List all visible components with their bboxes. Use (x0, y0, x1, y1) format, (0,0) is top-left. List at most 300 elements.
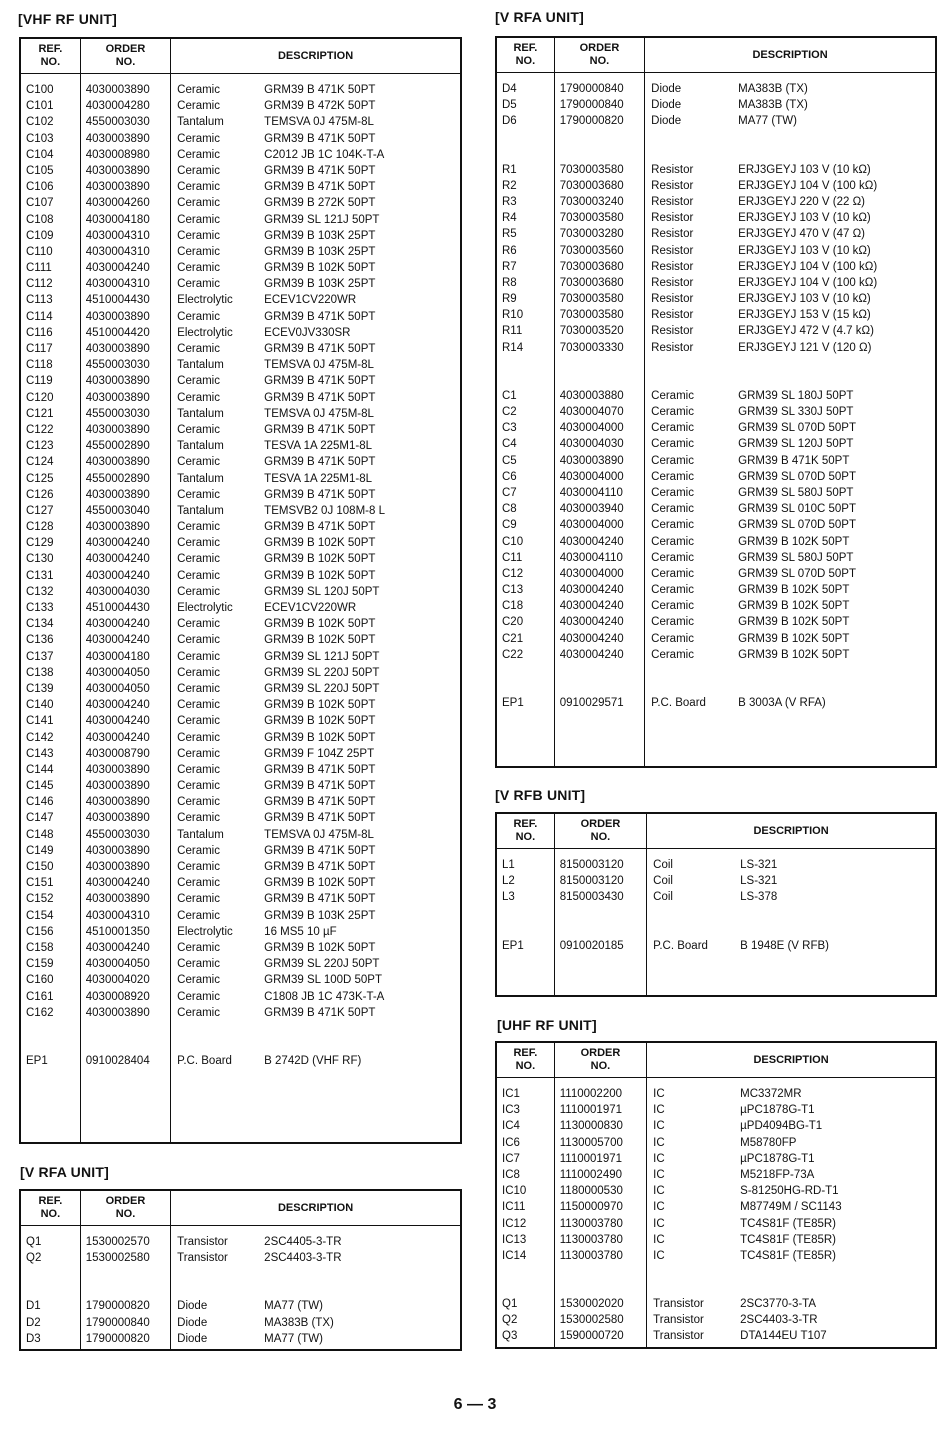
part-spec: ERJ3GEYJ 220 V (22 Ω) (738, 195, 865, 208)
order-no: 4030004240 (554, 534, 644, 550)
order-no: 4550003030 (80, 406, 170, 422)
ref-no: C147 (26, 812, 54, 825)
part-spec: TESVA 1A 225M1-8L (264, 440, 372, 453)
part-type: Tantalum (177, 828, 224, 841)
part-spec: GRM39 B 471K 50PT (264, 181, 376, 194)
part-type: Ceramic (177, 132, 220, 145)
ref-no: C103 (26, 132, 54, 145)
ref-no: C113 (26, 294, 53, 307)
table-row (20, 568, 461, 584)
table-row (20, 438, 461, 454)
table-row (496, 388, 936, 404)
part-type: Ceramic (177, 893, 220, 906)
part-type: Transistor (177, 1252, 228, 1265)
ref-no: C146 (26, 796, 54, 809)
table-row (20, 163, 461, 179)
order-no: 1130005700 (554, 1135, 646, 1151)
part-spec: 2SC4405-3-TR (264, 1236, 342, 1248)
description (647, 1296, 936, 1312)
part-spec: GRM39 SL 121J 50PT (264, 213, 380, 226)
table-row (496, 1086, 936, 1102)
part-type: Ceramic (177, 229, 220, 242)
header-order: ORDER NO. (80, 38, 170, 74)
part-type: IC (653, 1120, 665, 1133)
description (647, 1312, 936, 1328)
part-type: Ceramic (177, 941, 220, 954)
table-row (496, 1248, 936, 1264)
table-row (20, 503, 461, 519)
part-type: Resistor (651, 244, 694, 257)
part-spec: 2SC3770-3-TA (740, 1298, 817, 1311)
order-no: 1530002580 (554, 1312, 646, 1328)
part-spec: GRM39 B 102K 50PT (738, 584, 850, 597)
part-spec: GRM39 B 103K 25PT (264, 245, 376, 258)
part-type: Ceramic (177, 84, 220, 96)
order-no: 4030004070 (554, 404, 644, 420)
description (171, 1005, 461, 1021)
order-no: 4030003890 (80, 859, 170, 875)
part-type: Ceramic (177, 634, 220, 647)
table-row (496, 534, 936, 550)
part-spec: µPC1878G-T1 (740, 1104, 815, 1117)
table-row (496, 210, 936, 226)
part-spec: LS-321 (740, 859, 778, 871)
part-spec: ERJ3GEYJ 104 V (100 kΩ) (738, 260, 878, 273)
part-type: Ceramic (177, 278, 220, 291)
part-type: Ceramic (177, 699, 220, 712)
table-row (20, 454, 461, 470)
part-type: Ceramic (177, 423, 220, 436)
order-no: 7030003680 (554, 178, 644, 194)
part-spec: GRM39 B 471K 50PT (264, 796, 376, 809)
part-type: Ceramic (651, 551, 694, 564)
part-type: Transistor (653, 1314, 704, 1327)
ref-no: C8 (502, 503, 517, 516)
order-no: 4030008980 (80, 147, 170, 163)
section-title-uhf-rf: [UHF RF UNIT] (497, 1017, 597, 1033)
table-row (20, 989, 461, 1005)
part-type: Ceramic (177, 553, 220, 566)
part-type: P.C. Board (651, 697, 706, 709)
table-row (496, 1118, 936, 1134)
ref-no: C150 (26, 861, 54, 873)
description (171, 406, 461, 422)
section-title-v-rfb: [V RFB UNIT] (495, 787, 586, 803)
ref-no: IC4 (502, 1120, 520, 1133)
header-description: DESCRIPTION (647, 1042, 936, 1078)
part-type: Ceramic (651, 422, 694, 435)
ref-no: C6 (502, 470, 517, 483)
part-type: Ceramic (177, 974, 220, 987)
description (171, 260, 461, 276)
table-row (496, 291, 936, 307)
part-spec: GRM39 B 102K 50PT (738, 632, 850, 645)
table-row (496, 1312, 936, 1328)
order-no: 4030003890 (80, 1005, 170, 1021)
part-type: Tantalum (177, 472, 224, 485)
table-row (496, 1328, 936, 1344)
description (171, 373, 461, 389)
ref-no: C137 (26, 650, 54, 663)
table-row (20, 697, 461, 713)
description (647, 1199, 936, 1215)
order-no: 7030003680 (554, 259, 644, 275)
ref-no: R5 (502, 228, 517, 241)
order-no: 4550002890 (80, 471, 170, 487)
table-row (496, 1135, 936, 1151)
part-type: Ceramic (177, 780, 220, 793)
part-spec: GRM39 SL 070D 50PT (738, 422, 856, 435)
description (645, 453, 936, 469)
part-type: Ceramic (177, 456, 220, 469)
description (171, 794, 461, 810)
part-type: Ceramic (651, 632, 694, 645)
header-ref: REF. NO. (20, 38, 80, 74)
part-type: Ceramic (177, 537, 220, 550)
part-spec: GRM39 B 102K 50PT (264, 634, 376, 647)
description (645, 178, 936, 194)
table-row (20, 114, 461, 130)
order-no: 0910020185 (554, 938, 646, 954)
table-row (496, 485, 936, 501)
header-ref: REF. NO. (20, 1190, 80, 1226)
order-no: 4030004240 (80, 260, 170, 276)
part-type: IC (653, 1168, 665, 1181)
table-row (496, 275, 936, 291)
part-type: IC (653, 1136, 665, 1149)
table-row (20, 859, 461, 875)
part-spec: GRM39 B 102K 50PT (264, 731, 376, 744)
part-type: IC (653, 1185, 665, 1198)
description (647, 1232, 936, 1248)
part-spec: MA77 (TW) (738, 115, 797, 128)
table-row (496, 1102, 936, 1118)
part-spec: GRM39 B 102K 50PT (264, 537, 376, 550)
order-no: 4030004030 (80, 584, 170, 600)
order-no: 4550003030 (80, 827, 170, 843)
part-type: Ceramic (651, 503, 694, 516)
ref-no: C119 (26, 375, 53, 388)
ref-no: Q1 (502, 1298, 518, 1311)
description (171, 114, 461, 130)
part-type: Ceramic (177, 391, 220, 404)
ref-no: R4 (502, 212, 517, 225)
part-spec: GRM39 B 471K 50PT (738, 454, 850, 467)
description (647, 1151, 936, 1167)
ref-no: C130 (26, 553, 54, 566)
part-spec: GRM39 B 102K 50PT (264, 715, 376, 728)
table-row (20, 406, 461, 422)
part-spec: GRM39 B 102K 50PT (264, 941, 376, 954)
description (171, 519, 461, 535)
order-no: 1790000820 (80, 1331, 170, 1347)
part-spec: 2SC4403-3-TR (264, 1252, 342, 1265)
part-type: Ceramic (177, 262, 220, 275)
table-row (496, 1183, 936, 1199)
ref-no: D1 (26, 1300, 41, 1313)
part-spec: GRM39 B 471K 50PT (264, 763, 376, 776)
part-spec: GRM39 B 102K 50PT (738, 600, 850, 613)
table-row (20, 179, 461, 195)
part-spec: GRM39 SL 070D 50PT (738, 470, 856, 483)
description (645, 695, 936, 711)
description (171, 778, 461, 794)
description (645, 210, 936, 226)
part-type: Ceramic (177, 197, 220, 210)
description (645, 582, 936, 598)
ref-no: C139 (26, 682, 54, 695)
part-type: Tantalum (177, 407, 224, 420)
table-row (20, 357, 461, 373)
description (171, 681, 461, 697)
order-no: 1530002020 (554, 1296, 646, 1312)
table-row (20, 373, 461, 389)
part-spec: GRM39 SL 010C 50PT (738, 503, 856, 516)
order-no: 4030003890 (80, 454, 170, 470)
part-spec: GRM39 SL 070D 50PT (738, 519, 856, 532)
table-row (20, 1250, 461, 1266)
description (171, 730, 461, 746)
table-row (20, 422, 461, 438)
order-no: 4030004050 (80, 681, 170, 697)
ref-no: C138 (26, 666, 54, 679)
table-row (20, 244, 461, 260)
table-row (20, 843, 461, 859)
ref-no: C117 (26, 343, 53, 355)
part-type: Ceramic (177, 682, 220, 695)
part-type: Ceramic (177, 245, 220, 258)
description (647, 938, 936, 954)
part-type: Ceramic (651, 567, 694, 580)
order-no: 4030008790 (80, 746, 170, 762)
part-type: Ceramic (177, 844, 220, 857)
order-no: 4030003890 (80, 422, 170, 438)
part-type: Diode (177, 1300, 208, 1313)
order-no: 4030003890 (80, 131, 170, 147)
description (171, 1053, 461, 1069)
part-type: Diode (177, 1332, 208, 1345)
table-row (20, 972, 461, 988)
description (645, 647, 936, 663)
ref-no: R2 (502, 179, 517, 192)
description (647, 889, 936, 905)
part-spec: TEMSVA 0J 475M-8L (264, 116, 374, 129)
part-type: P.C. Board (653, 939, 708, 952)
ref-no: C156 (26, 925, 54, 938)
table-row (20, 292, 461, 308)
table-row (20, 746, 461, 762)
description (645, 534, 936, 550)
ref-no: C111 (26, 262, 52, 275)
part-type: Ceramic (177, 521, 220, 534)
table-row (20, 875, 461, 891)
description (647, 857, 936, 873)
part-type: Resistor (651, 195, 694, 208)
order-no: 4030003890 (80, 891, 170, 907)
order-no: 4030004050 (80, 665, 170, 681)
part-spec: ERJ3GEYJ 103 V (10 kΩ) (738, 212, 871, 225)
order-no: 4030003890 (80, 487, 170, 503)
part-spec: ERJ3GEYJ 121 V (120 Ω) (738, 341, 872, 354)
ref-no: C144 (26, 763, 54, 776)
order-no: 4030003890 (80, 309, 170, 325)
part-type: Ceramic (177, 990, 220, 1003)
order-no: 4510001350 (80, 924, 170, 940)
part-spec: GRM39 SL 120J 50PT (264, 585, 380, 598)
ref-no: C148 (26, 828, 54, 841)
part-type: Ceramic (177, 650, 220, 663)
part-spec: GRM39 B 272K 50PT (264, 197, 376, 210)
description (647, 1135, 936, 1151)
part-spec: TEMSVA 0J 475M-8L (264, 828, 374, 841)
ref-no: C107 (26, 197, 54, 210)
order-no: 4550003030 (80, 357, 170, 373)
description (171, 309, 461, 325)
ref-no: C7 (502, 486, 517, 499)
header-order: ORDER NO. (80, 1190, 170, 1226)
ref-no: C160 (26, 974, 54, 987)
description (645, 517, 936, 533)
ref-no: C21 (502, 632, 524, 645)
description (171, 762, 461, 778)
description (171, 422, 461, 438)
table-row (20, 82, 461, 98)
part-type: Resistor (651, 212, 694, 225)
ref-no: C123 (26, 440, 54, 453)
order-no: 4030003890 (80, 762, 170, 778)
order-no: 4030004240 (80, 551, 170, 567)
part-spec: MC3372MR (740, 1088, 802, 1100)
order-no: 1110001971 (554, 1102, 646, 1118)
description (171, 972, 461, 988)
table-row (496, 162, 936, 178)
part-spec: GRM39 SL 220J 50PT (264, 682, 380, 695)
part-spec: TC4S81F (TE85R) (740, 1249, 837, 1262)
part-type: Resistor (651, 293, 694, 306)
order-no: 4550003030 (80, 114, 170, 130)
ref-no: R14 (502, 341, 524, 354)
page-number: 6 — 3 (453, 1396, 497, 1413)
description (647, 1167, 936, 1183)
order-no: 7030003580 (554, 291, 644, 307)
ref-no: D3 (26, 1332, 41, 1345)
table-row (496, 873, 936, 889)
part-type: IC (653, 1152, 665, 1165)
table-row (20, 309, 461, 325)
table-row (496, 889, 936, 905)
part-spec: ERJ3GEYJ 103 V (10 kΩ) (738, 244, 871, 257)
ref-no: C142 (26, 731, 54, 744)
part-type: IC (653, 1104, 665, 1117)
part-spec: GRM39 SL 220J 50PT (264, 666, 380, 679)
part-spec: GRM39 B 471K 50PT (264, 343, 376, 355)
header-ref: REF. NO. (496, 1042, 554, 1078)
part-spec: GRM39 SL 100D 50PT (264, 974, 382, 987)
description (645, 323, 936, 339)
description (645, 226, 936, 242)
ref-no: IC12 (502, 1217, 527, 1230)
part-type: Tantalum (177, 359, 224, 372)
parts-table-v-rfb (495, 812, 937, 997)
ref-no: C18 (502, 600, 524, 613)
description (645, 501, 936, 517)
part-spec: GRM39 B 102K 50PT (264, 699, 376, 712)
part-type: Coil (653, 859, 673, 871)
description (647, 1118, 936, 1134)
part-type: Tantalum (177, 440, 224, 453)
ref-no: IC11 (502, 1201, 526, 1214)
part-type: Ceramic (651, 616, 694, 629)
part-spec: GRM39 B 102K 50PT (264, 569, 376, 582)
description (645, 259, 936, 275)
order-no: 1530002570 (80, 1234, 170, 1250)
part-spec: GRM39 SL 120J 50PT (738, 438, 854, 451)
order-no: 4030003890 (554, 453, 644, 469)
ref-no: IC6 (502, 1136, 520, 1149)
description (171, 649, 461, 665)
description (645, 485, 936, 501)
description (645, 97, 936, 113)
description (645, 81, 936, 97)
part-spec: B 3003A (V RFA) (738, 697, 826, 709)
parts-table-vhf-rf (19, 37, 462, 1144)
order-no: 0910029571 (554, 695, 644, 711)
order-no: 4030004240 (554, 598, 644, 614)
part-type: Resistor (651, 163, 694, 176)
part-spec: 2SC4403-3-TR (740, 1314, 818, 1327)
part-type: Ceramic (651, 519, 694, 532)
part-type: Ceramic (177, 812, 220, 825)
part-spec: GRM39 B 471K 50PT (264, 375, 376, 388)
part-spec: TC4S81F (TE85R) (740, 1233, 837, 1246)
description (647, 1328, 936, 1344)
table-row (496, 1151, 936, 1167)
ref-no: C114 (26, 310, 53, 323)
order-no: 4030004000 (554, 469, 644, 485)
part-spec: S-81250HG-RD-T1 (740, 1185, 839, 1198)
part-spec: GRM39 B 102K 50PT (264, 618, 376, 631)
order-no: 4030004050 (80, 956, 170, 972)
part-spec: MA383B (TX) (738, 99, 808, 112)
part-spec: GRM39 B 102K 50PT (738, 648, 850, 661)
description (171, 212, 461, 228)
part-spec: ERJ3GEYJ 103 V (10 kΩ) (738, 293, 871, 306)
table-row (20, 778, 461, 794)
ref-no: IC8 (502, 1168, 520, 1181)
order-no: 4030004240 (80, 875, 170, 891)
ref-no: R10 (502, 309, 524, 322)
part-spec: GRM39 B 471K 50PT (264, 456, 376, 469)
ref-no: C101 (26, 100, 54, 113)
part-type: Transistor (653, 1330, 704, 1343)
part-type: Resistor (651, 276, 694, 289)
order-no: 7030003520 (554, 323, 644, 339)
description (171, 665, 461, 681)
ref-no: EP1 (502, 697, 524, 709)
description (645, 614, 936, 630)
part-spec: GRM39 B 471K 50PT (264, 861, 376, 873)
table-row (496, 695, 936, 711)
ref-no: C152 (26, 893, 54, 906)
order-no: 1180000530 (554, 1183, 646, 1199)
table-row (496, 113, 936, 129)
part-type: Ceramic (651, 535, 694, 548)
ref-no: R3 (502, 195, 517, 208)
table-row (496, 938, 936, 954)
description (171, 147, 461, 163)
table-row (20, 1234, 461, 1250)
part-spec: GRM39 B 471K 50PT (264, 812, 376, 825)
